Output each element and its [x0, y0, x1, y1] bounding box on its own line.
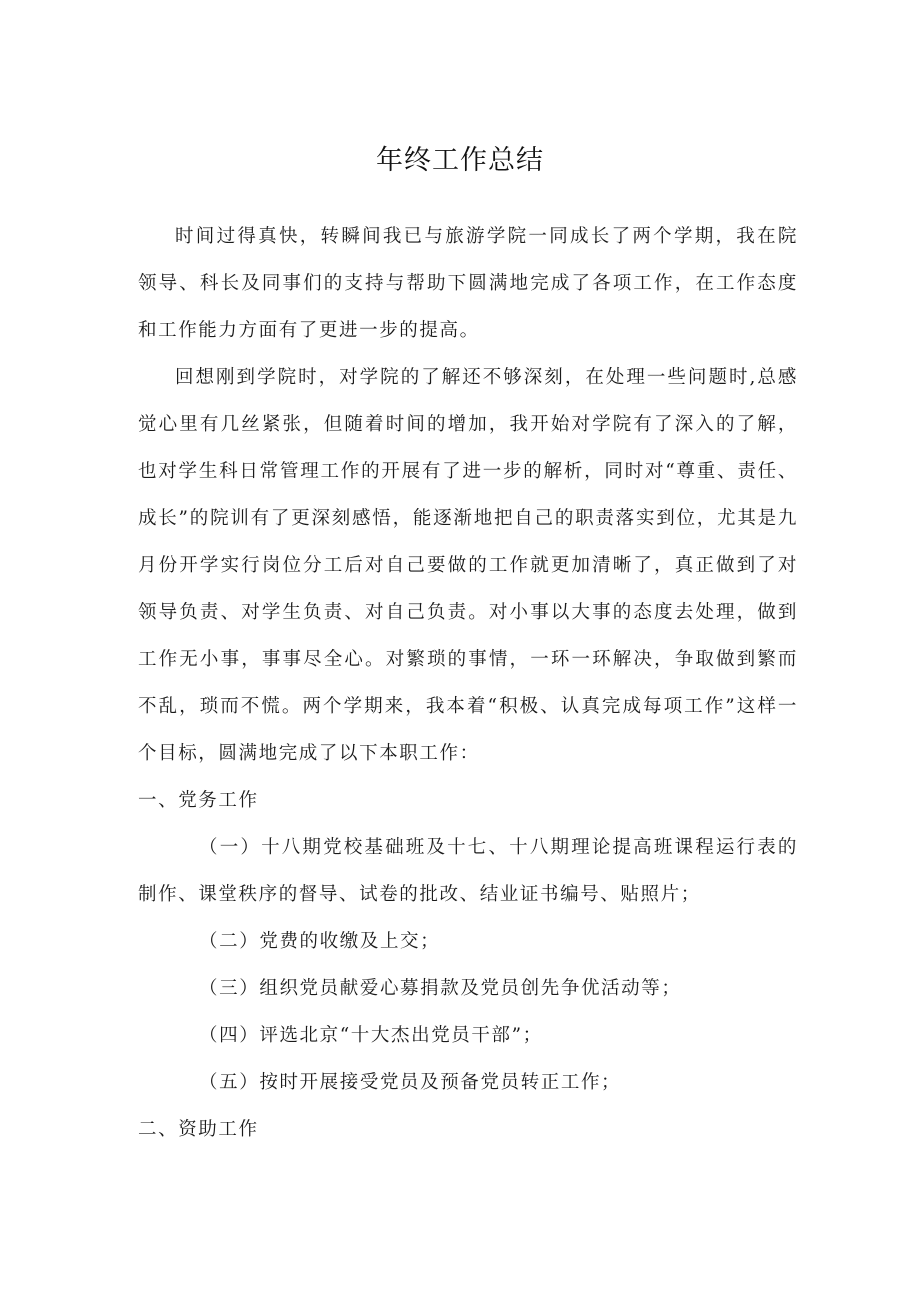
page-title: 年终工作总结: [376, 145, 544, 176]
party-work-item-5: （五）按时开展接受党员及预备党员转正工作；: [199, 1072, 622, 1093]
section-heading-funding-work: 二、资助工作: [138, 1119, 259, 1140]
party-work-item-2: （二）党费的收缴及上交；: [199, 931, 441, 952]
section-heading-party-work: 一、党务工作: [138, 790, 259, 811]
document-body: [138, 213, 798, 1153]
intro-paragraph-1: 时间过得真快，转瞬间我已与旅游学院一同成长了两个学期，我在院领导、科长及同事们的支持与帮助下圆满地完成了各项工作，在工作态度和工作能力方面有了更进一步的提高。: [138, 226, 798, 341]
party-work-item-1: （一）十八期党校基础班及十七、十八期理论提高班课程运行表的制作、课堂秩序的督导、试卷的批改、结业证书编号、贴照片；: [138, 837, 798, 905]
party-work-item-3: （三）组织党员献爱心募捐款及党员创先争优活动等；: [199, 978, 682, 999]
intro-paragraph-2: 回想刚到学院时，对学院的了解还不够深刻，在处理一些问题时,总感觉心里有几丝紧张，但随着时间的增加，我开始对学院有了深入的了解，也对学生科日常管理工作的开展有了进一步的解析，同时对“尊重、责任、成长”的院训有了更深刻感悟，能逐渐地把自己的职责落实到位，尤其是九月份开学实行岗位分工后对自己要做的工作就更加清晰了，真正做到了对领导负责、对学生负责、对自己负责。对小事以大事的态度去处理，做到工作无小事，事事尽全心。对繁琐的事情，一环一环解决，争取做到繁而不乱，琐而不慌。两个学期来，我本着“积极、认真完成每项工作”这样一个目标，圆满地完成了以下本职工作：: [138, 367, 798, 764]
party-work-item-4: （四）评选北京“十大杰出党员干部”；: [199, 1025, 543, 1046]
